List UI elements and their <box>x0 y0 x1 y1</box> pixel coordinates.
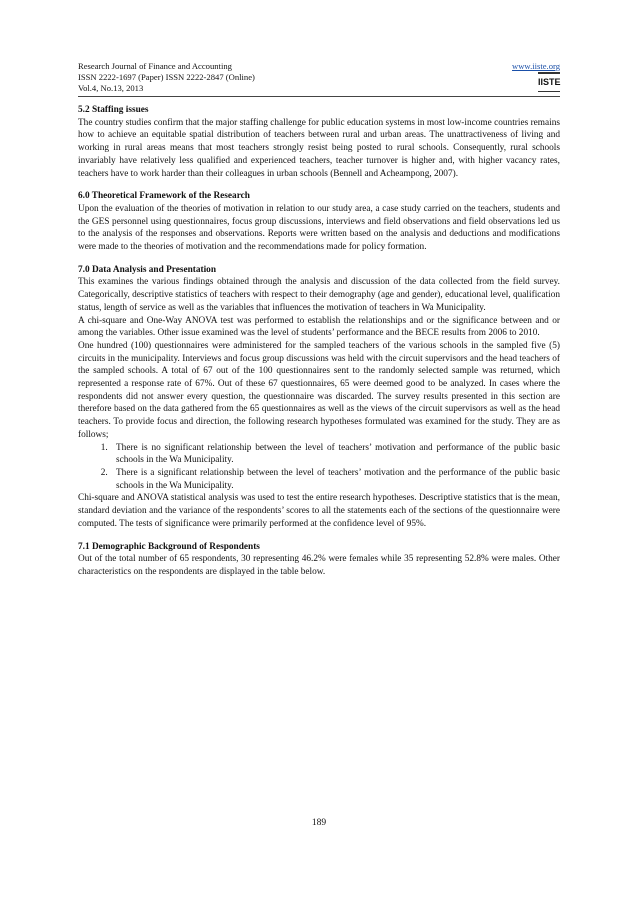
hypothesis-item: 1. There is no significant relationship between the level of teachers’ motivation and performance of the public basic schools in the Wa Municipality. <box>110 442 560 467</box>
paragraph: Chi-square and ANOVA statistical analysis was used to test the entire research hypotheses. Descriptive statistics that is the mean, standard deviation and the variance of the respondents’ scores to all the statements each of the sections of the questionnaire were computed. The tests of significance were primarily performed at the confidence level of 95%. <box>78 493 560 529</box>
hypothesis-item: 2. There is a significant relationship between the level of teachers’ motivation and the performance of the public basic schools in the Wa Municipality. <box>110 467 560 492</box>
paragraph: Out of the total number of 65 respondents, 30 representing 46.2% were females while 35 representing 52.8% were males. Other characteristics on the respondents are displayed in the table below. <box>78 554 560 577</box>
running-header <box>78 61 255 94</box>
hypotheses-list <box>78 442 560 493</box>
section-7-0 <box>78 264 560 531</box>
section-6-0 <box>78 190 560 254</box>
issn-line: ISSN 2222-1697 (Paper) ISSN 2222-2847 (Online) <box>78 72 255 82</box>
section-5-2 <box>78 104 560 180</box>
paragraph: The country studies confirm that the major staffing challenge for public education systems in most low-income countries remains how to achieve an equitable spatial distribution of teachers between rural and urban areas. The unattractiveness of living and working in rural areas means that most teachers strongly resist being posted to rural schools. Consequently, rural schools invariably have relatively less qualified and experienced teachers, teacher turnover is higher and, with higher vacancy rates, teachers have to work harder than their colleagues in urban schools (Bennell and Acheampong, 2007). <box>78 117 560 179</box>
paragraph: This examines the various findings obtained through the analysis and discussion of the data collected from the field survey. Categorically, descriptive statistics of teachers with respect to their demography (age and gender), educational level, qualification status, length of service as well as the variables that influences the motivation of teachers in Wa Municipality. <box>78 277 560 313</box>
section-heading: 7.1 Demographic Background of Respondents <box>78 541 260 552</box>
paragraph: One hundred (100) questionnaires were administered for the sampled teachers of the various schools in the sampled five (5) circuits in the municipality. Interviews and focus group discussions was held with the circuit supervisors and the head teachers of the sampled schools. A total of 67 out of the 100 questionnaires sent to the randomly selected sample was returned, which represented a response rate of 67%. Out of these 67 questionnaires, 65 were deemed good to be analyzed. In cases where the respondents did not answer every question, the questionnaire was discarded. The survey results presented in this section are therefore based on the data gathered from the 65 questionnaires as well as the views of the circuit supervisors as well as the head teachers. To provide focus and direction, the following research hypotheses formulated was examined for the study. They are as follows; <box>78 340 560 440</box>
iiste-logo: IISTE <box>538 72 560 92</box>
journal-name: Research Journal of Finance and Accounting <box>78 61 232 71</box>
page-number: 189 <box>311 818 327 828</box>
section-7-1 <box>78 541 560 579</box>
section-heading: 6.0 Theoretical Framework of the Research <box>78 191 250 202</box>
volume-line: Vol.4, No.13, 2013 <box>78 83 144 93</box>
header-rule <box>78 96 560 97</box>
journal-url-link[interactable]: www.iiste.org <box>512 61 560 71</box>
section-heading: 7.0 Data Analysis and Presentation <box>78 264 217 275</box>
paragraph: Upon the evaluation of the theories of motivation in relation to our study area, a case study carried on the teachers, students and the GES personnel using questionnaires, focus group discussions, interviews and field observations and field observations led us to the analysis of the responses and observations. Reports were written based on the analysis and deductions and modifications were made to the theories of motivation and the recommendations made for policy formation. <box>78 203 560 253</box>
body-text <box>78 104 560 589</box>
paragraph: A chi-square and One-Way ANOVA test was performed to establish the relationships and or the significance between and or among the variables. Other issue examined was the level of students’ performance and the BECE results from 2006 to 2010. <box>78 315 560 339</box>
section-heading: 5.2 Staffing issues <box>78 105 149 115</box>
header-right <box>512 61 560 72</box>
